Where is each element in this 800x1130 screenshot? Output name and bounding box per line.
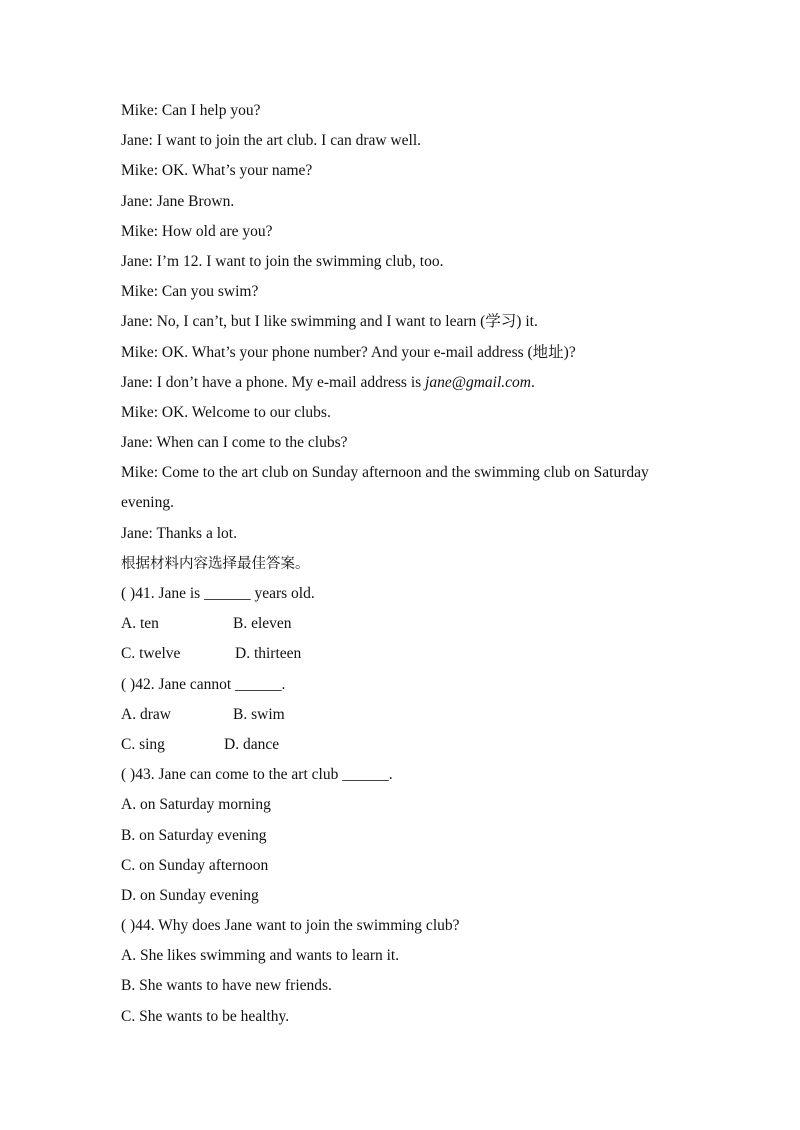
question-42-options-ab [121, 700, 701, 730]
dialogue-line: Mike: OK. What’s your name? [121, 162, 313, 180]
option-a: A. on Saturday morning [121, 796, 271, 814]
dialogue-line: Mike: Come to the art club on Sunday afternoon and the swimming club on Saturday [121, 464, 649, 482]
option-d: D. thirteen [235, 645, 302, 663]
option-c: C. sing [121, 735, 165, 753]
option-b: B. on Saturday evening [121, 826, 267, 844]
dialogue-line: Jane: I’m 12. I want to join the swimming club, too. [121, 252, 444, 270]
dialogue-line: Mike: How old are you? [121, 222, 273, 240]
option-a: A. She likes swimming and wants to learn it. [121, 947, 400, 965]
option-a: A. draw [121, 705, 171, 723]
dialogue-line: evening. [121, 494, 174, 512]
dialogue-line: Jane: Jane Brown. [121, 192, 235, 210]
option-c: C. on Sunday afternoon [121, 856, 269, 874]
email-address: jane@gmail.com [425, 373, 531, 391]
question-42-options-cd [121, 730, 701, 760]
option-b: B. eleven [233, 615, 292, 633]
email-line-period: . [531, 373, 535, 391]
option-c: C. She wants to be healthy. [121, 1007, 290, 1025]
option-d: D. on Sunday evening [121, 886, 259, 904]
option-a: A. ten [121, 615, 159, 633]
dialogue-line: Jane: I want to join the art club. I can draw well. [121, 132, 421, 150]
question-42-stem: ( )42. Jane cannot ______. [121, 675, 286, 693]
dialogue-line: Mike: OK. Welcome to our clubs. [121, 403, 331, 421]
dialogue-line-email [121, 368, 701, 398]
option-c: C. twelve [121, 645, 181, 663]
option-d: D. dance [224, 735, 280, 753]
question-41-options-cd [121, 639, 701, 669]
dialogue-line: Jane: Thanks a lot. [121, 524, 237, 542]
dialogue-line: Jane: No, I can’t, but I like swimming and I want to learn (学习) it. [121, 313, 538, 331]
document-content [121, 96, 701, 1032]
option-b: B. swim [233, 705, 285, 723]
instruction-text: 根据材料内容选择最佳答案。 [121, 555, 310, 572]
question-41-stem: ( )41. Jane is ______ years old. [121, 585, 315, 602]
dialogue-line: Mike: Can I help you? [121, 102, 261, 119]
option-b: B. She wants to have new friends. [121, 977, 332, 995]
email-line-text: Jane: I don’t have a phone. My e-mail address is [121, 373, 426, 391]
question-41-options-ab [121, 609, 701, 639]
dialogue-line: Mike: Can you swim? [121, 283, 259, 301]
dialogue-line: Jane: When can I come to the clubs? [121, 434, 348, 452]
question-44-stem: ( )44. Why does Jane want to join the swimming club? [121, 917, 460, 935]
dialogue-line: Mike: OK. What’s your phone number? And your e-mail address (地址)? [121, 343, 576, 361]
question-43-stem: ( )43. Jane can come to the art club ______. [121, 766, 393, 784]
